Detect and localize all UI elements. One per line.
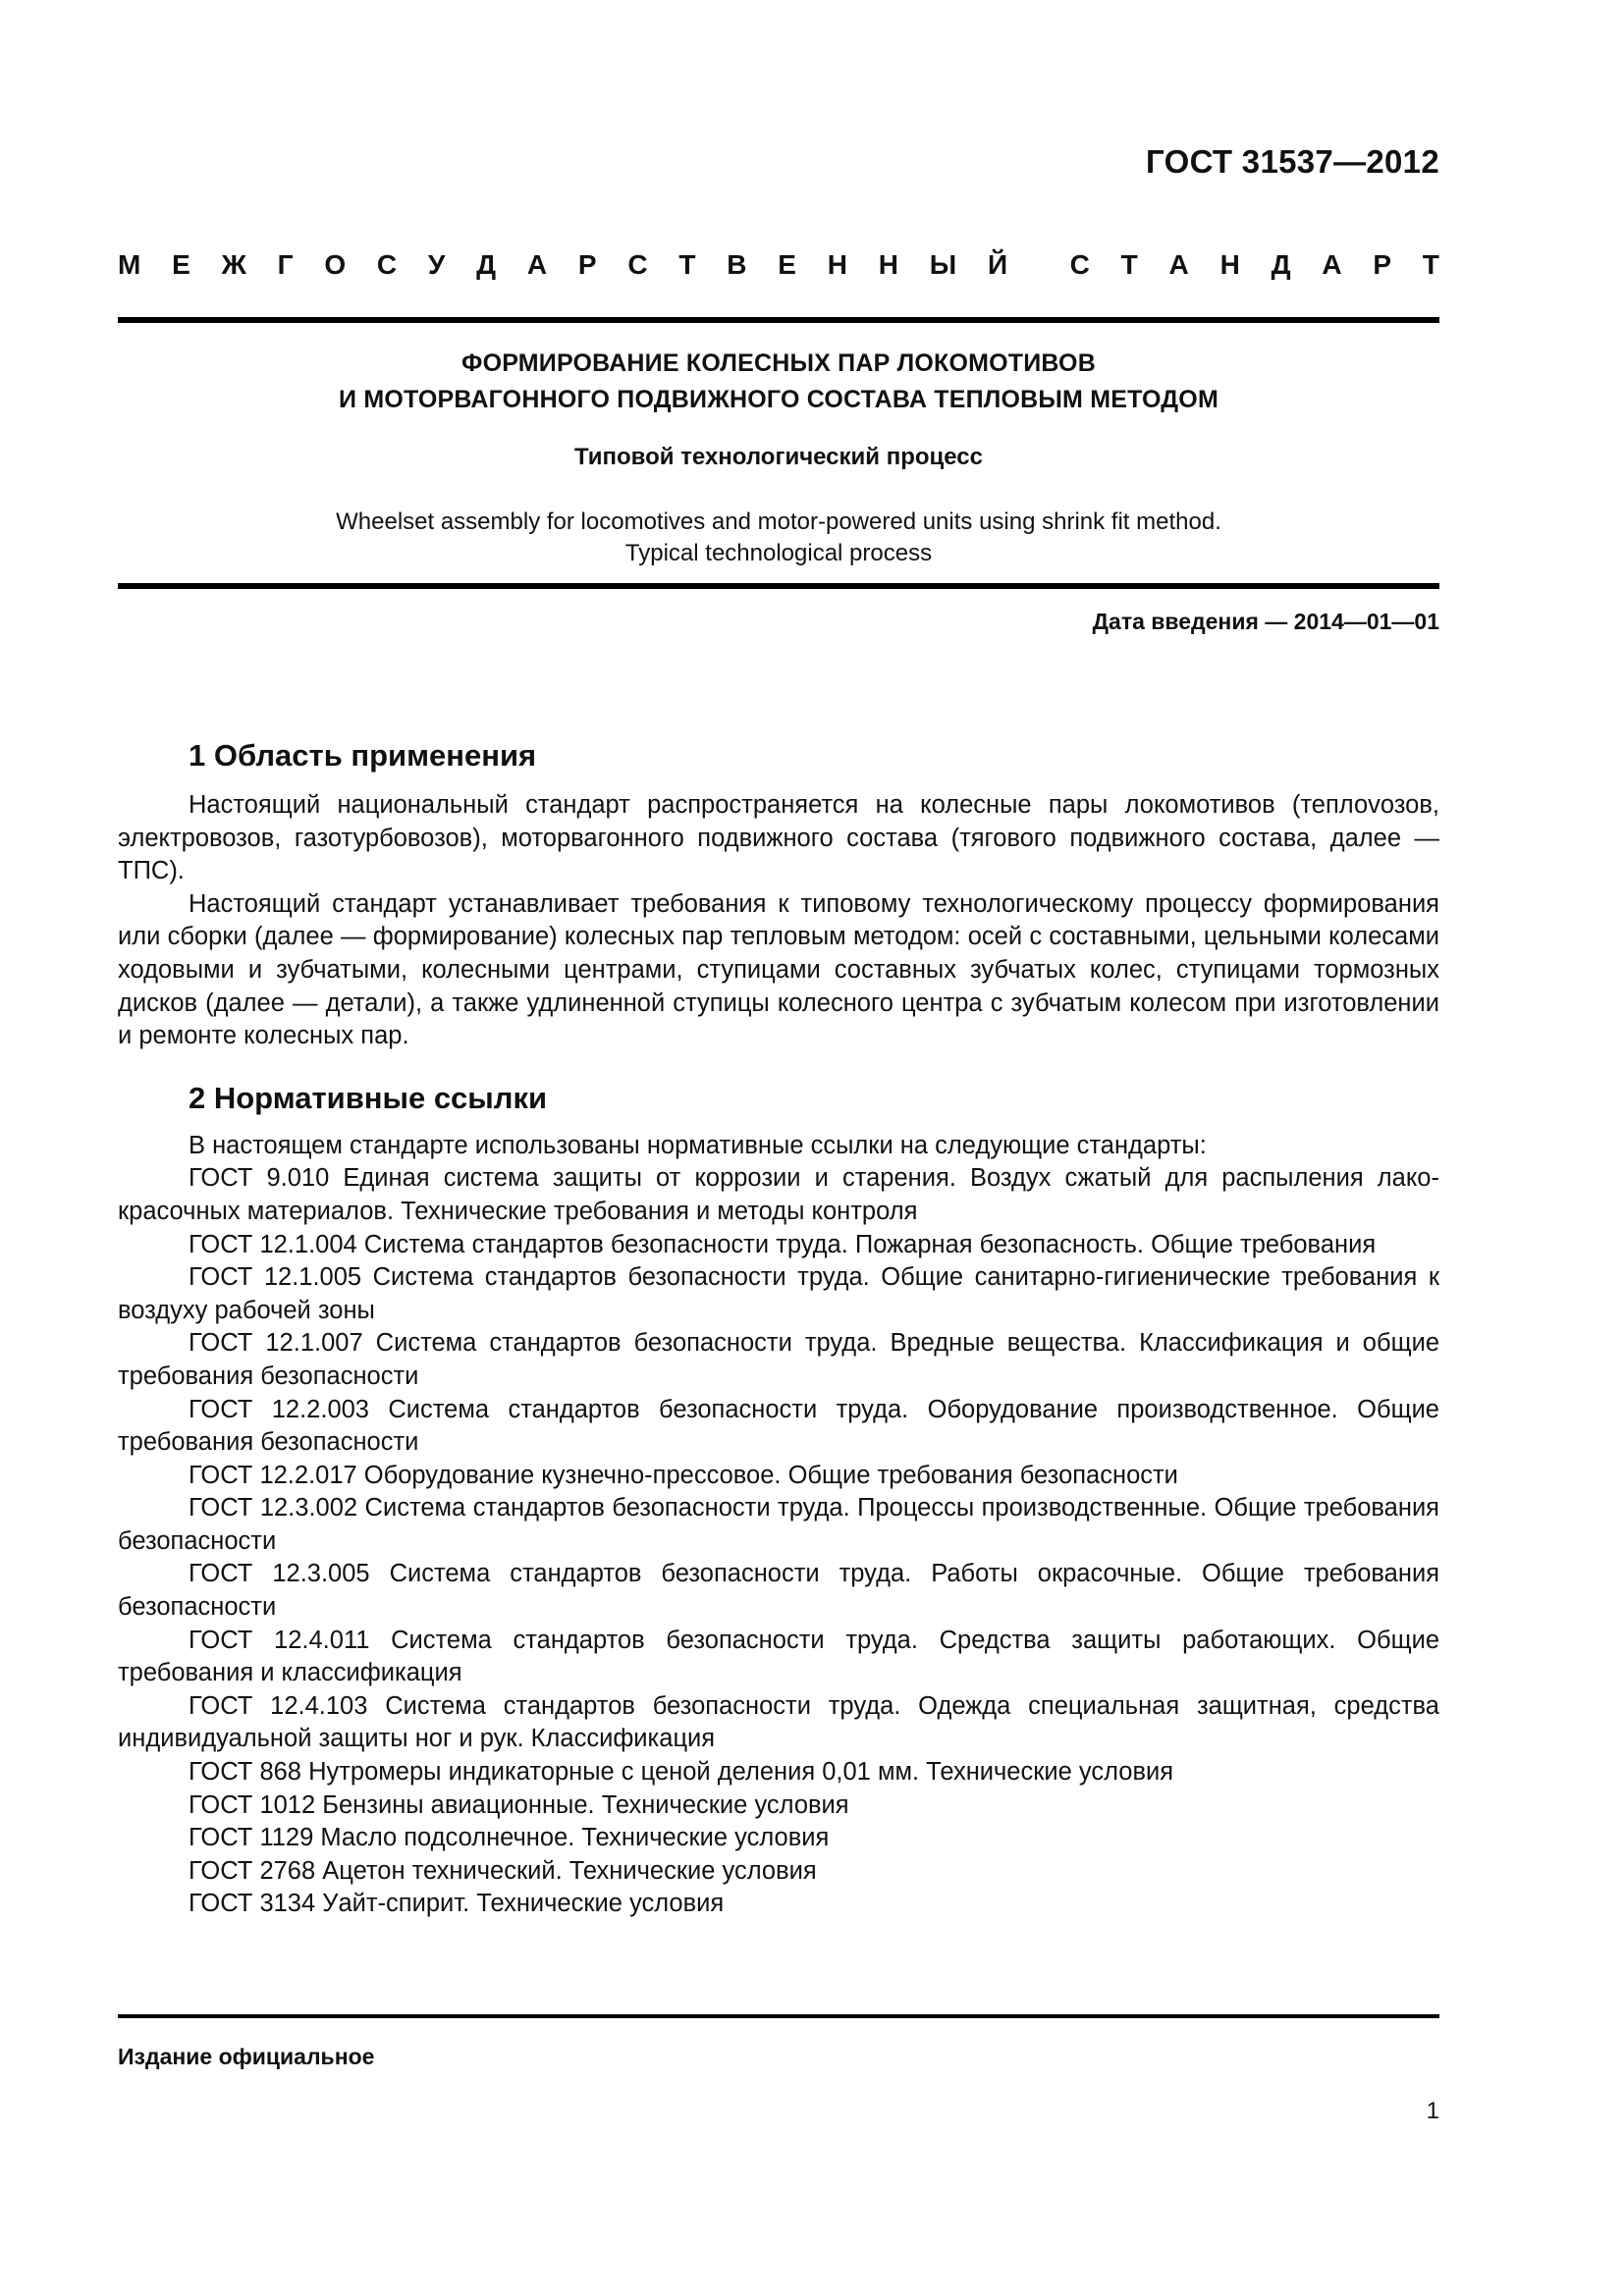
banner-letter: А <box>1168 249 1189 280</box>
banner-letter: Е <box>172 249 190 280</box>
title-line-1: ФОРМИРОВАНИЕ КОЛЕСНЫХ ПАР ЛОКОМОТИВОВ <box>461 349 1096 377</box>
document-subtitle: Типовой технологический процесс <box>573 444 983 470</box>
paragraph: Настоящий национальный стандарт распространяется на колесные пары локомотивов (теплоvозов, электровозов, газотурбовозов), моторвагонного подвижного состава (тягового подвижного состава, далее — ТПС). <box>118 791 1439 885</box>
reference-item: ГОСТ 12.1.007 Система стандартов безопасности труда. Вредные вещества. Классификация и общие требования безопасности <box>118 1329 1439 1390</box>
introduction-date: Дата введения — 2014—01—01 <box>1092 609 1439 634</box>
document-title <box>118 346 1439 418</box>
reference-item: ГОСТ 12.3.002 Система стандартов безопасности труда. Процессы производственные. Общие требования безопасности <box>118 1494 1439 1555</box>
banner-letter: В <box>727 249 747 280</box>
banner-letter: М <box>118 249 141 280</box>
banner-letter: Т <box>1422 249 1439 280</box>
edition-label: Издание официальное <box>118 2044 375 2069</box>
banner-letter: Д <box>1271 249 1291 280</box>
title-divider <box>118 583 1439 589</box>
reference-item: ГОСТ 2768 Ацетон технический. Технические условия <box>189 1856 817 1885</box>
reference-item: ГОСТ 12.3.005 Система стандартов безопасности труда. Работы окрасочные. Общие требования безопасности <box>118 1560 1439 1622</box>
english-title <box>118 507 1439 569</box>
banner-letter: Н <box>1219 249 1240 280</box>
banner-letter: А <box>526 249 548 280</box>
banner-letter: Г <box>277 249 294 280</box>
banner-letter: С <box>627 249 648 280</box>
reference-item: ГОСТ 868 Нутромеры индикаторные с ценой деления 0,01 мм. Технические условия <box>189 1758 1174 1787</box>
title-line-2: И МОТОРВАГОННОГО ПОДВИЖНОГО СОСТАВА ТЕПЛОВЫМ МЕТОДОМ <box>339 386 1218 413</box>
reference-item: ГОСТ 12.2.017 Оборудование кузнечно-прессовое. Общие требования безопасности <box>189 1461 1178 1489</box>
banner-letter: Р <box>577 249 597 280</box>
banner-letter: А <box>1322 249 1342 280</box>
banner-letter: С <box>1069 249 1090 280</box>
banner-letter: Р <box>1373 249 1392 280</box>
document-code: ГОСТ 31537—2012 <box>1146 143 1439 180</box>
top-divider <box>118 317 1439 323</box>
banner-letter: Й <box>987 249 1008 280</box>
standard-type-banner <box>118 250 1439 280</box>
reference-item: ГОСТ 3134 Уайт-спирит. Технические условия <box>189 1890 725 1918</box>
english-title-line-1: Wheelset assembly for locomotives and motor-powered units using shrink fit method. <box>336 508 1221 535</box>
banner-letter: О <box>324 249 347 280</box>
banner-letter: Т <box>1120 249 1138 280</box>
document-body <box>118 736 1439 1921</box>
reference-item: ГОСТ 1129 Масло подсолнечное. Технические условия <box>189 1824 830 1852</box>
section-heading: 2 Нормативные ссылки <box>189 1080 548 1115</box>
reference-item: ГОСТ 1012 Бензины авиационные. Технические условия <box>189 1790 849 1819</box>
reference-item: ГОСТ 12.1.005 Система стандартов безопасности труда. Общие санитарно-гигиенические требования к воздуху рабочей зоны <box>118 1263 1439 1324</box>
reference-item: ГОСТ 12.4.103 Система стандартов безопасности труда. Одежда специальная защитная, средства индивидуальной защиты ног и рук. Классификация <box>118 1691 1439 1753</box>
banner-letter: Н <box>827 249 847 280</box>
english-title-line-2: Typical technological process <box>624 540 933 566</box>
banner-letter: Ы <box>929 249 957 280</box>
page-number: 1 <box>1426 2098 1439 2124</box>
banner-letter: С <box>376 249 398 280</box>
banner-letter: Т <box>678 249 696 280</box>
paragraph: В настоящем стандарте использованы нормативные ссылки на следующие стандарты: <box>189 1131 1207 1159</box>
banner-letter: Ж <box>221 249 246 280</box>
banner-letter: Н <box>878 249 898 280</box>
reference-item: ГОСТ 12.2.003 Система стандартов безопасности труда. Оборудование производственное. Общие требования безопасности <box>118 1395 1439 1457</box>
paragraph: Настоящий стандарт устанавливает требования к типовому технологическому процессу формирования или сборки (далее — формирование) колесных пар тепловым методом: осей с составными, цельными колесами ходовыми и зубчатыми, колесными центрами, ступицами составных зубчатых колес, ступицами тормозных дисков (далее — детали), а также удлиненной ступицы колесного центра с зубчатым колесом при изготовлении и ремонте колесных пар. <box>118 889 1439 1050</box>
banner-letter: У <box>427 249 446 280</box>
section-heading: 1 Область применения <box>189 738 537 773</box>
reference-item: ГОСТ 9.010 Единая система защиты от коррозии и старения. Воздух сжатый для распыления лакокрасочных материалов. Технические требования и методы контроля <box>118 1164 1439 1225</box>
reference-item: ГОСТ 12.4.011 Система стандартов безопасности труда. Средства защиты работающих. Общие требования и классификация <box>118 1626 1439 1687</box>
footer-divider <box>118 2014 1439 2018</box>
banner-letter: Е <box>778 249 796 280</box>
banner-letter: Д <box>476 249 497 280</box>
reference-item: ГОСТ 12.1.004 Система стандартов безопасности труда. Пожарная безопасность. Общие требования <box>189 1230 1377 1258</box>
